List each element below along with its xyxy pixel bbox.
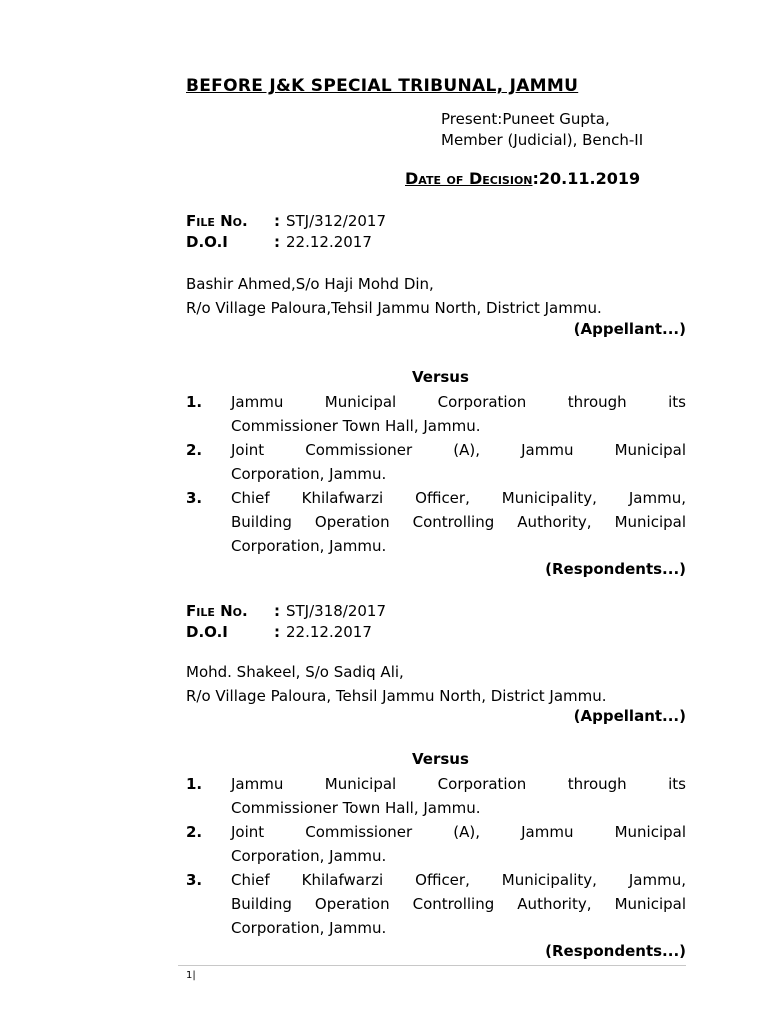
respondent-number: 3.: [186, 489, 203, 507]
appellant-line-2: R/o Village Paloura,Tehsil Jammu North, District Jammu.: [186, 299, 602, 317]
appellant-tag: (Appellant...): [573, 707, 686, 725]
respondent-number: 3.: [186, 871, 203, 889]
respondent-item: [186, 772, 686, 820]
case-1-appellant: [186, 272, 602, 320]
present-line-2: Member (Judicial), Bench-II: [441, 131, 644, 149]
respondent-text-line: Chief Khilafwarzi Officer, Municipality, Jammu,: [231, 489, 686, 507]
file-no-value: STJ/318/2017: [286, 602, 387, 620]
respondent-text-line: Building Operation Controlling Authority, Municipal: [231, 895, 686, 913]
date-of-decision: [405, 169, 640, 188]
respondent-number: 1.: [186, 393, 203, 411]
respondent-text-line: Jammu Municipal Corporation through its: [231, 393, 686, 411]
file-no-label: File No.: [186, 602, 248, 620]
respondent-number: 2.: [186, 441, 203, 459]
respondent-item: [186, 868, 686, 940]
footer-divider: [178, 965, 686, 966]
doi-sep: :: [274, 623, 280, 641]
appellant-line-1: Mohd. Shakeel, S/o Sadiq Ali,: [186, 663, 404, 681]
appellant-line-2: R/o Village Paloura, Tehsil Jammu North, District Jammu.: [186, 687, 607, 705]
page-number: 1|: [186, 970, 196, 981]
respondent-text-line: Joint Commissioner (A), Jammu Municipal: [231, 823, 686, 841]
respondent-text-line: Chief Khilafwarzi Officer, Municipality, Jammu,: [231, 871, 686, 889]
doi-label: D.O.I: [186, 233, 228, 251]
doi-label: D.O.I: [186, 623, 228, 641]
respondent-item: [186, 438, 686, 486]
respondent-text-rest: Commissioner Town Hall, Jammu.: [231, 799, 481, 817]
file-no-sep: :: [274, 212, 280, 230]
respondent-item: [186, 820, 686, 868]
doi-sep: :: [274, 233, 280, 251]
case-1-respondents-list: [186, 390, 686, 558]
versus-heading: Versus: [412, 368, 469, 386]
respondent-text-line: Jammu Municipal Corporation through its: [231, 775, 686, 793]
date-of-decision-label: Date of Decision: [405, 169, 533, 188]
present-block: [441, 109, 643, 151]
case-2-file-info: [186, 601, 386, 643]
respondent-text-rest: Corporation, Jammu.: [231, 847, 387, 865]
respondents-tag: (Respondents...): [545, 560, 686, 578]
present-line-1: Present:Puneet Gupta,: [441, 110, 610, 128]
date-of-decision-value: :20.11.2019: [532, 169, 641, 188]
appellant-tag: (Appellant...): [573, 320, 686, 338]
case-1-file-info: [186, 211, 386, 253]
file-no-value: STJ/312/2017: [286, 212, 387, 230]
versus-heading: Versus: [412, 750, 469, 768]
case-2-appellant: [186, 660, 607, 708]
appellant-line-1: Bashir Ahmed,S/o Haji Mohd Din,: [186, 275, 434, 293]
doi-value: 22.12.2017: [286, 623, 372, 641]
respondent-item: [186, 390, 686, 438]
respondents-tag: (Respondents...): [545, 942, 686, 960]
respondent-number: 2.: [186, 823, 203, 841]
respondent-number: 1.: [186, 775, 203, 793]
respondent-text-rest: Corporation, Jammu.: [231, 919, 387, 937]
respondent-text-line: Joint Commissioner (A), Jammu Municipal: [231, 441, 686, 459]
respondent-text-line: Building Operation Controlling Authority, Municipal: [231, 513, 686, 531]
file-no-label: File No.: [186, 212, 248, 230]
respondent-item: [186, 486, 686, 558]
doi-value: 22.12.2017: [286, 233, 372, 251]
file-no-sep: :: [274, 602, 280, 620]
case-2-respondents-list: [186, 772, 686, 940]
document-title: BEFORE J&K SPECIAL TRIBUNAL, JAMMU: [186, 76, 579, 96]
respondent-text-rest: Commissioner Town Hall, Jammu.: [231, 417, 481, 435]
respondent-text-rest: Corporation, Jammu.: [231, 465, 387, 483]
respondent-text-rest: Corporation, Jammu.: [231, 537, 387, 555]
